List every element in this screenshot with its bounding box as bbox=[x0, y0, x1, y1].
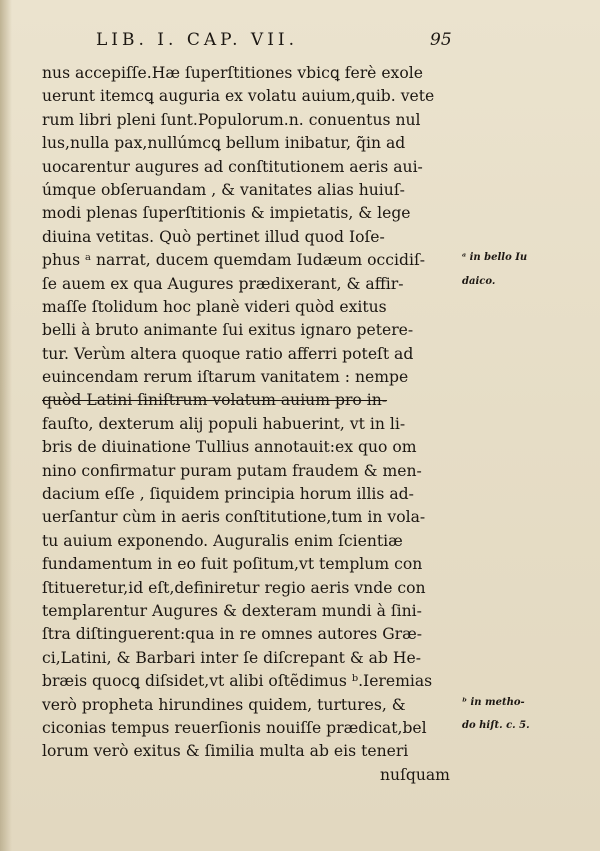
text-line: ci,Latini, & Barbari inter ſe diſcrepant & ab He- bbox=[42, 648, 422, 667]
text-line: euincendam rerum iſtarum vanitatem : nempe bbox=[42, 368, 409, 387]
text-line: belli à bruto animante ſui exitus ignaro petere- bbox=[42, 321, 414, 340]
text-line-struck: quòd Latini ſiniſtrum volatum auium pro in- bbox=[42, 391, 388, 410]
text-line: templarentur Augures & dexteram mundi à ſini- bbox=[42, 601, 422, 620]
text-line: tur. Verùm altera quoque ratio afferri poteſt ad bbox=[42, 344, 414, 363]
text-line: uocarentur augures ad conſtitutionem aeris aui- bbox=[42, 157, 423, 176]
catchword: nuſquam bbox=[380, 765, 450, 784]
text-line: ſtitueretur,id eſt,definiretur regio aeris vnde con bbox=[42, 578, 426, 597]
text-line: dacium eſſe , ſiquidem principia horum illis ad- bbox=[42, 485, 414, 504]
page-gutter-shadow bbox=[0, 0, 12, 851]
text-line: ſe auem ex qua Augures prædixerant, & affir- bbox=[42, 274, 404, 293]
text-line: maſſe ſtolidum hoc planè videri quòd exitus bbox=[42, 297, 387, 316]
text-line: fauſto, dexterum alij populi habuerint, vt in li- bbox=[42, 414, 406, 433]
text-line: diuina vetitas. Quò pertinet illud quod Ioſe- bbox=[42, 227, 385, 246]
text-line: bræis quocꝗ diſsidet,vt alibi oſtẽdimus ᵇ.Ieremias bbox=[42, 672, 433, 691]
text-line: ciconias tempus reuerſionis nouiſſe prædicat,bel bbox=[42, 718, 427, 737]
page-header bbox=[0, 30, 600, 54]
text-line: phus ᵃ narrat, ducem quemdam Iudæum occidiſ- bbox=[42, 251, 425, 270]
text-line: nus accepiſſe.Hæ ſuperſtitiones vbicꝗ ferè exole bbox=[42, 64, 423, 82]
text-line: bris de diuinatione Tullius annotauit:ex quo om bbox=[42, 438, 417, 457]
text-line: uerſantur cùm in aeris conſtitutione,tum in vola- bbox=[42, 508, 426, 527]
text-line: uerunt itemcꝗ auguria ex volatu auium,quib. vete bbox=[42, 87, 435, 106]
text-line: nino confirmatur puram putam fraudem & men- bbox=[42, 461, 422, 480]
text-line: modi plenas ſuperſtitionis & impietatis, & lege bbox=[42, 204, 411, 223]
page-number: 95 bbox=[430, 30, 452, 50]
text-line: tu auium exponendo. Auguralis enim ſcientiæ bbox=[42, 531, 403, 550]
text-line: lus,nulla pax,nullúmcꝗ bellum inibatur, q̃̃in ad bbox=[42, 134, 406, 153]
text-line: fundamentum in eo fuit poſitum,vt templum con bbox=[42, 555, 423, 574]
body-text bbox=[42, 62, 512, 787]
running-head: LIB. I. CAP. VII. bbox=[96, 30, 299, 50]
margin-note: do hiſt. c. 5. bbox=[462, 720, 530, 731]
text-line: ſtra diſtinguerent:qua in re omnes autores Græ- bbox=[42, 625, 423, 644]
text-line: rum libri pleni ſunt.Populorum.n. conuentus nul bbox=[42, 110, 421, 129]
text-line: úmque obſeruandam , & vanitates alias huiuſ- bbox=[42, 180, 405, 199]
margin-note: ᵃ in bello Iu bbox=[462, 252, 528, 263]
text-line: verò propheta hirundines quidem, turtures, & bbox=[42, 695, 406, 714]
text-line: lorum verò exitus & ſimilia multa ab eis teneri bbox=[42, 742, 409, 761]
margin-note: daico. bbox=[462, 276, 496, 287]
margin-note: ᵇ in metho- bbox=[462, 697, 525, 708]
